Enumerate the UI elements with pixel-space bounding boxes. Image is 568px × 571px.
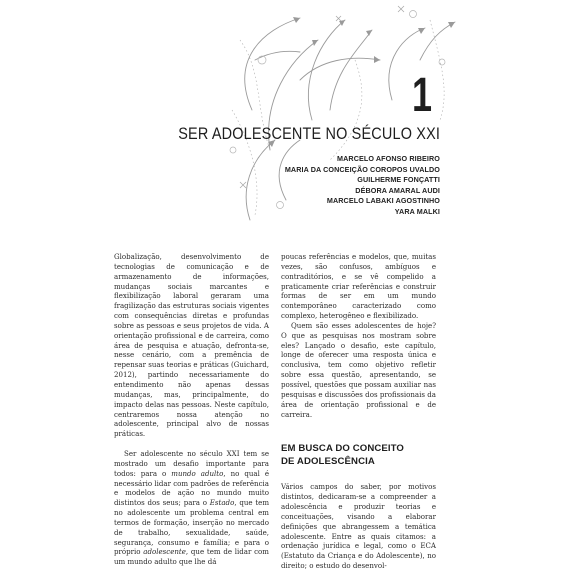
decor-circle: [410, 11, 417, 18]
section-heading-line: EM BUSCA DO CONCEITO: [281, 443, 404, 455]
author-name: MARIA DA CONCEIÇÃO COROPOS UVALDO: [284, 164, 440, 174]
section-heading-line: DE ADOLESCÊNCIA: [281, 455, 375, 467]
text-run: , que tem no adolescente um problema central em termos de formação, inserção no mercado de trabalho, sexualidade, saúde, segurança, consumo e família; e para o próprio: [114, 498, 270, 557]
text-run: Ser adolescente no século XXI tem se mostrado um desafio importante para todos: para o: [114, 449, 269, 478]
body-paragraph: poucas referências e modelos, que, muitas vezes, são confusos, ambíguos e contraditórios, e se vê compelido a praticamente criar referências e construir formas de ser em um mundo contemporâneo caracterizado como complexo, heterogêneo e flexibilizado.: [281, 252, 436, 321]
text-run: , que tem de lidar com um mundo adulto que lhe dá: [114, 547, 269, 567]
decor-line: [308, 20, 345, 120]
decor-circle: [277, 202, 284, 209]
text-run: , no qual é necessário lidar com padrões de referência e modelos de ação no mundo muito distintos dos seus; para o: [114, 468, 269, 508]
body-paragraph: Globalização, desenvolvimento de tecnologias de comunicação e de armazenamento de informações, mudanças sociais marcantes e flexibilização laboral geraram uma fragilização das estruturas sociais vigentes com consequências diretas e profundas sobre as pessoas e seus projetos de vida. A orientação profissional e de carreira, como área de pesquisa e atuação, defronta-se, nesse cenário, com a premência de repensar suas teorias e práticas (Guichard, 2012), partindo necessariamente do entendimento não apenas dessas mudanças, mas, principalmente, do impacto delas nas pessoas. Neste capítulo, centraremos nossa atenção no adolescente, principal alvo de nossas práticas.: [114, 252, 269, 439]
arrowhead-icon: [366, 30, 372, 36]
decor-line: [245, 18, 300, 110]
chapter-title: SER ADOLESCENTE NO SÉCULO XXI: [178, 124, 440, 143]
decor-circle: [258, 56, 266, 64]
decor-line: [255, 51, 300, 60]
section-heading: [281, 443, 436, 468]
arrowhead-icon: [312, 40, 318, 46]
chapter-number: 1: [412, 69, 433, 122]
arrowhead-icon: [418, 28, 425, 34]
decor-circle: [230, 147, 236, 153]
decor-line: [330, 30, 372, 110]
body-paragraph: [114, 449, 269, 567]
arrowhead-icon: [374, 56, 380, 63]
author-name: MARCELO LABAKI AGOSTINHO: [326, 196, 440, 206]
decor-circle: [439, 59, 445, 65]
body-paragraph: Vários campos do saber, por motivos distintos, dedicaram-se a compreender a adolescência e produzir teorias e conceituações, visando a elaborar definições que abrangessem a temática adolescente. Entre as quais citamos: a ordenação jurídica e legal, como o ECA (Estatuto da Criança e do Adolescente), no direito; o estudo do desenvol-: [281, 482, 436, 571]
author-name: DÉBORA AMARAL AUDI: [355, 185, 440, 195]
emphasis-text: Estado: [209, 498, 235, 508]
left-text-column: [114, 252, 269, 567]
author-name: YARA MALKI: [394, 206, 440, 216]
right-text-column: [281, 252, 436, 571]
decor-dashed-line: [330, 60, 362, 160]
emphasis-text: mundo adulto: [171, 468, 224, 478]
decor-line: [246, 140, 275, 220]
author-name: MARCELO AFONSO RIBEIRO: [337, 154, 440, 163]
body-paragraph: Quem são esses adolescentes de hoje? O que as pesquisas nos mostram sobre eles? Lançado o desafio, este capítulo, longe de oferecer uma resposta única e conclusiva, tem como objetivo refletir sobre essa questão, apresentando, se possível, questões que possam auxiliar nas pesquisas e discussões dos profissionais da área de orientação profissional e de carreira.: [281, 320, 436, 419]
author-list: [285, 154, 440, 218]
author-name: GUILHERME FONÇATTI: [357, 175, 440, 185]
arrowhead-icon: [339, 20, 345, 26]
emphasis-text: adolescente: [143, 547, 186, 557]
